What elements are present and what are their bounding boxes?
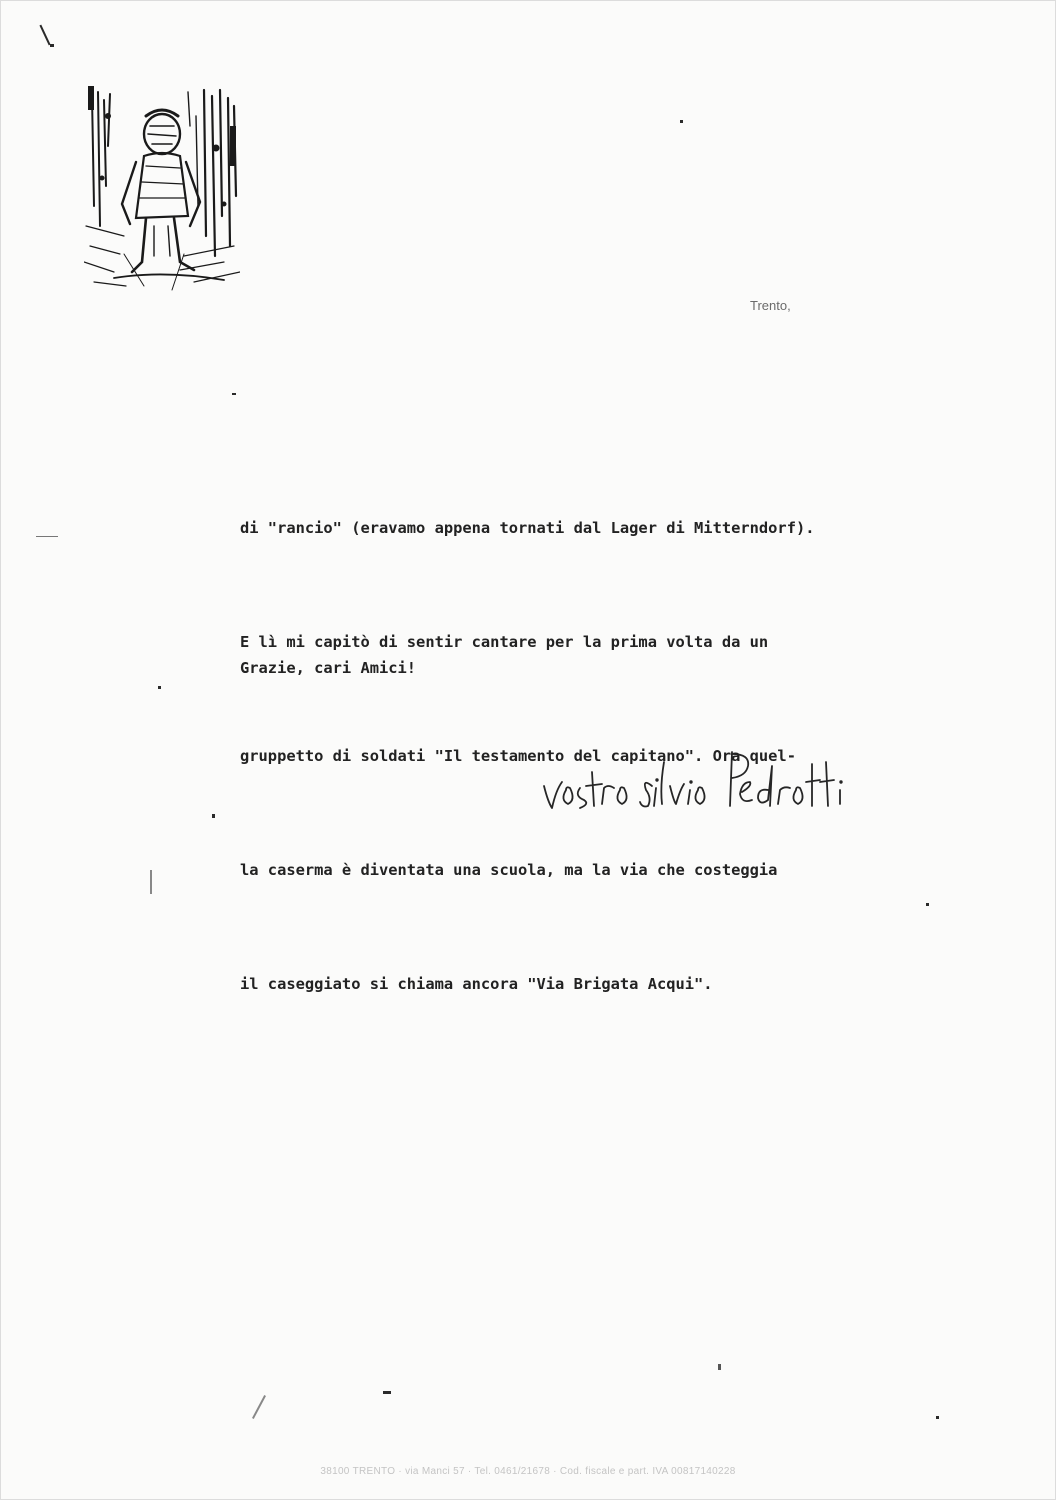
scan-mark: [718, 1364, 721, 1370]
body-line: il caseggiato si chiama ancora "Via Brigata Acqui".: [240, 975, 713, 993]
scan-mark: [212, 814, 215, 818]
scan-mark: [50, 44, 54, 47]
handwritten-signature: [536, 742, 856, 832]
scan-mark: [252, 1395, 266, 1419]
place-heading: Trento,: [750, 298, 791, 313]
body-line: gruppetto di soldati "Il testamento del capitano". Ora quel-: [240, 747, 796, 765]
scan-mark: [680, 120, 683, 123]
scan-mark: [158, 686, 161, 689]
scan-mark: [232, 393, 236, 395]
body-line: di "rancio" (eravamo appena tornati dal Lager di Mitterndorf).: [240, 519, 815, 537]
scan-mark: [150, 870, 152, 894]
scan-mark: [36, 536, 58, 537]
scan-mark: [383, 1391, 391, 1394]
engraving-vignette-icon: [84, 86, 240, 292]
body-line: E lì mi capitò di sentir cantare per la prima volta da un: [240, 633, 769, 651]
letterhead-footer: 38100 TRENTO · via Manci 57 · Tel. 0461/21678 · Cod. fiscale e part. IVA 00817140228: [320, 1466, 736, 1477]
scan-mark: [936, 1416, 939, 1419]
body-line: la caserma è diventata una scuola, ma la via che costeggia: [240, 861, 778, 879]
closing-line: Grazie, cari Amici!: [240, 659, 417, 677]
scan-mark: [39, 25, 50, 46]
